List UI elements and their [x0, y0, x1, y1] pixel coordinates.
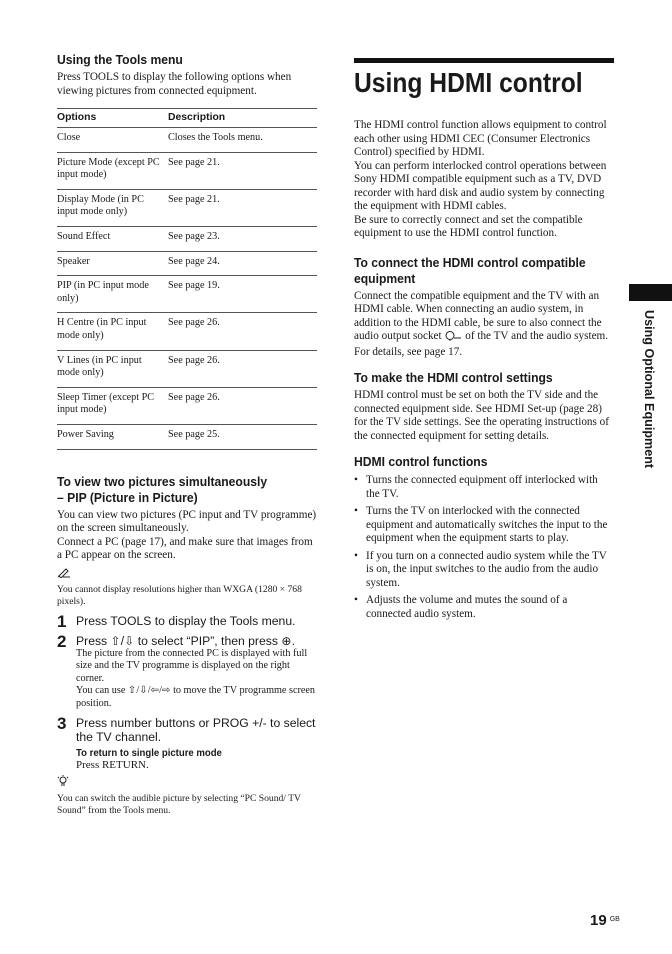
table-row — [57, 387, 317, 424]
list-item-text: Turns the TV on interlocked with the connected equipment and automatically switches the input to the equipment when the equipment starts to play. — [366, 505, 608, 544]
page-number — [590, 912, 620, 929]
settings-text: HDMI control must be set on both the TV side and the connected equipment side. See HDMI Set-up (page 28) for the TV side settings. See the operating instructions of the connected equipment for setting details. — [354, 389, 609, 442]
list-item — [354, 505, 614, 546]
bullet-icon: • — [354, 549, 358, 562]
tools-options-table — [57, 108, 317, 450]
pip-note: You cannot display resolutions higher than WXGA (1280 × 768 pixels). — [57, 583, 302, 607]
step-text: Press number buttons or PROG +/- to select the TV channel. — [76, 716, 316, 745]
table-row — [57, 313, 317, 350]
region-code: GB — [609, 916, 620, 923]
table-row — [57, 152, 317, 189]
step-number: 3 — [57, 714, 67, 734]
option-cell: PIP (in PC input mode only) — [57, 276, 168, 313]
list-item-text: If you turn on a connected audio system while the TV is on, the input switches to the audio from the audio system. — [366, 549, 607, 589]
option-cell: Picture Mode (except PC input mode) — [57, 152, 168, 189]
tools-menu-heading: Using the Tools menu — [57, 52, 183, 67]
step-description — [76, 685, 317, 710]
title-rule — [354, 58, 614, 63]
option-cell: V Lines (in PC input mode only) — [57, 350, 168, 387]
connect-text-part: of the TV and the audio system. For details, see page 17. — [354, 330, 609, 358]
table-header-description: Description — [168, 109, 317, 128]
page-number-value: 19 — [590, 912, 607, 929]
pencil-note-icon — [57, 565, 71, 583]
description-cell: See page 26. — [168, 350, 317, 387]
pip-heading-line1: To view two pictures simultaneously — [57, 473, 268, 489]
side-tab-label-text: Using Optional Equipment — [642, 310, 656, 469]
light-bulb-tip-icon — [57, 774, 69, 792]
enter-button-icon: ⊕ — [281, 633, 292, 648]
option-cell: Display Mode (in PC input mode only) — [57, 189, 168, 226]
list-item-text: Turns the connected equipment off interlocked with the TV. — [366, 474, 598, 500]
bullet-icon: • — [354, 505, 358, 517]
right-column — [354, 58, 614, 625]
bullet-icon: • — [354, 594, 358, 606]
up-down-arrow-icon: ⇧/⇩ — [110, 633, 135, 648]
table-header-row — [57, 109, 317, 128]
direction-arrows-icon: ⇧/⇩/⇦/⇨ — [127, 685, 171, 697]
description-cell: See page 21. — [168, 189, 317, 226]
list-item — [354, 594, 614, 621]
description-cell: See page 24. — [168, 251, 317, 276]
step-text — [76, 634, 317, 648]
option-cell: Sleep Timer (except PC input mode) — [57, 387, 168, 424]
hdmi-intro-1: The HDMI control function allows equipment to control each other using HDMI CEC (Consumer Electronics Control) specified by HDMI. — [354, 119, 607, 158]
step-1 — [57, 611, 317, 631]
option-cell: Close — [57, 128, 168, 153]
return-single-picture-heading: To return to single picture mode — [76, 748, 222, 760]
functions-heading: HDMI control functions — [354, 454, 488, 469]
page-title: Using HDMI control — [354, 67, 583, 98]
audio-output-socket-icon — [444, 330, 462, 346]
step-number: 1 — [57, 611, 67, 631]
step-desc-part: to move the TV programme screen position. — [76, 685, 316, 709]
pip-para2: Connect a PC (page 17), and make sure that images from a PC appear on the screen. — [57, 535, 313, 561]
side-tab-marker — [629, 284, 672, 301]
option-cell: Sound Effect — [57, 226, 168, 251]
table-row — [57, 276, 317, 313]
table-header-options: Options — [57, 109, 168, 128]
functions-list — [354, 474, 614, 621]
description-cell: See page 25. — [168, 424, 317, 449]
bullet-icon: • — [354, 474, 358, 486]
connect-text — [354, 290, 614, 360]
side-tab-label — [640, 310, 658, 470]
table-row — [57, 189, 317, 226]
table-row — [57, 350, 317, 387]
table-row — [57, 424, 317, 449]
step-text-part: . — [291, 633, 295, 648]
pip-heading-line2: – PIP (Picture in Picture) — [57, 489, 198, 505]
description-cell: Closes the Tools menu. — [168, 128, 317, 153]
step-2 — [57, 631, 317, 711]
description-cell: See page 26. — [168, 313, 317, 350]
settings-heading: To make the HDMI control settings — [354, 370, 553, 385]
list-item — [354, 550, 614, 591]
description-cell: See page 23. — [168, 226, 317, 251]
pip-para1: You can view two pictures (PC input and TV programme) on the screen simultaneously. — [57, 508, 317, 534]
connect-heading-line2: equipment — [354, 270, 416, 286]
table-row — [57, 226, 317, 251]
description-cell: See page 26. — [168, 387, 317, 424]
list-item — [354, 474, 614, 501]
table-row — [57, 251, 317, 276]
pip-tip: You can switch the audible picture by selecting “PC Sound/ TV Sound” from the Tools menu. — [57, 793, 301, 817]
option-cell: Speaker — [57, 251, 168, 276]
step-text-part: Press — [76, 633, 111, 648]
left-column — [57, 52, 317, 817]
step-number: 2 — [57, 631, 67, 651]
step-text-part: to select “PIP”, then press — [134, 633, 282, 648]
step-description: The picture from the connected PC is displayed with full size and the TV programme is displayed on the right corner. — [76, 647, 308, 684]
hdmi-intro-2: You can perform interlocked control operations between Sony HDMI compatible equipment such as a TV, DVD recorder with hard disk and audio system by connecting the equipment with HDMI cables. — [354, 159, 607, 212]
return-single-picture-text: Press RETURN. — [76, 759, 149, 772]
step-3 — [57, 716, 317, 772]
description-cell: See page 21. — [168, 152, 317, 189]
connect-text-part: Connect the compatible equipment and the TV with an HDMI cable. When connecting an audio system, in addition to the HDMI cable, be sure to also connect the audio output socket — [354, 289, 602, 342]
hdmi-intro-3: Be sure to correctly connect and set the compatible equipment to use the HDMI control function. — [354, 213, 583, 239]
option-cell: Power Saving — [57, 424, 168, 449]
tools-menu-intro: Press TOOLS to display the following options when viewing pictures from connected equipment. — [57, 71, 292, 97]
option-cell: H Centre (in PC input mode only) — [57, 313, 168, 350]
step-text: Press TOOLS to display the Tools menu. — [76, 613, 296, 628]
list-item-text: Adjusts the volume and mutes the sound of a connected audio system. — [366, 594, 568, 620]
step-desc-part: You can use — [76, 685, 128, 697]
table-row — [57, 128, 317, 153]
connect-heading-line1: To connect the HDMI control compatible — [354, 254, 586, 270]
description-cell: See page 19. — [168, 276, 317, 313]
